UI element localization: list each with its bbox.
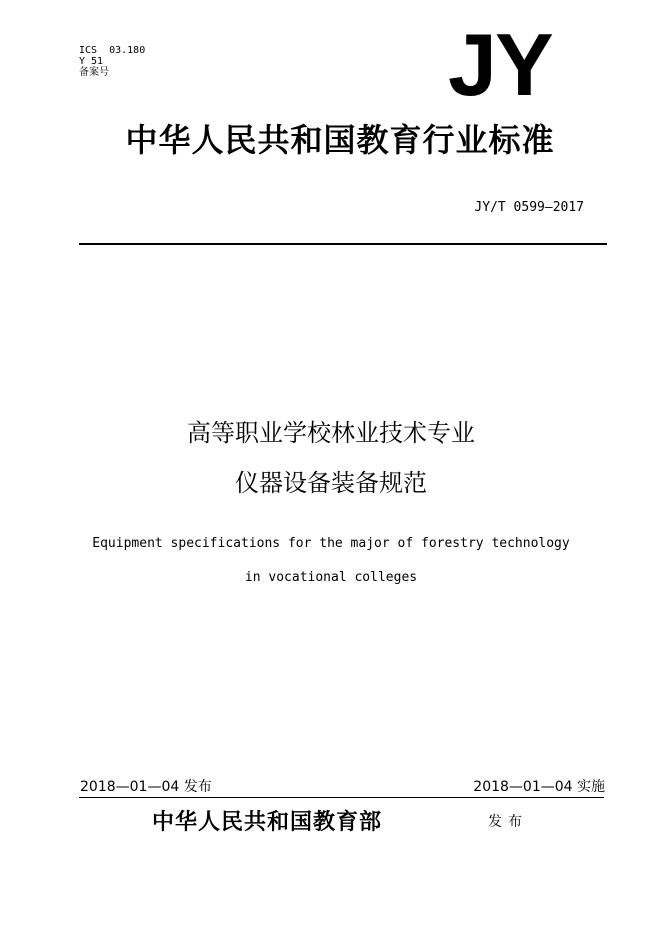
standard-number: JY/T 0599—2017 (474, 200, 584, 215)
record-number-label: 备案号 (79, 67, 109, 78)
issue-date: 2018—01—04 发布 (80, 779, 212, 795)
standard-category-title: 中华人民共和国教育行业标准 (125, 121, 555, 159)
issue-label: 发布 (488, 814, 528, 830)
english-title-line-2: in vocational colleges (244, 570, 418, 585)
classification-block (79, 45, 145, 78)
implementation-date: 2018—01—04 实施 (473, 779, 605, 795)
chinese-title-line-2: 仪器设备装备规范 (235, 469, 427, 497)
bottom-divider (79, 797, 604, 798)
english-title-line-1: Equipment specifications for the major of forestry technology (92, 536, 570, 551)
top-divider (79, 243, 607, 245)
classification-code: Y 51 (79, 56, 104, 67)
issuing-authority: 中华人民共和国教育部 (152, 809, 383, 835)
jy-logo: JY (448, 15, 552, 114)
ics-code: ICS 03.180 (79, 45, 146, 56)
chinese-title-line-1: 高等职业学校林业技术专业 (187, 419, 475, 447)
